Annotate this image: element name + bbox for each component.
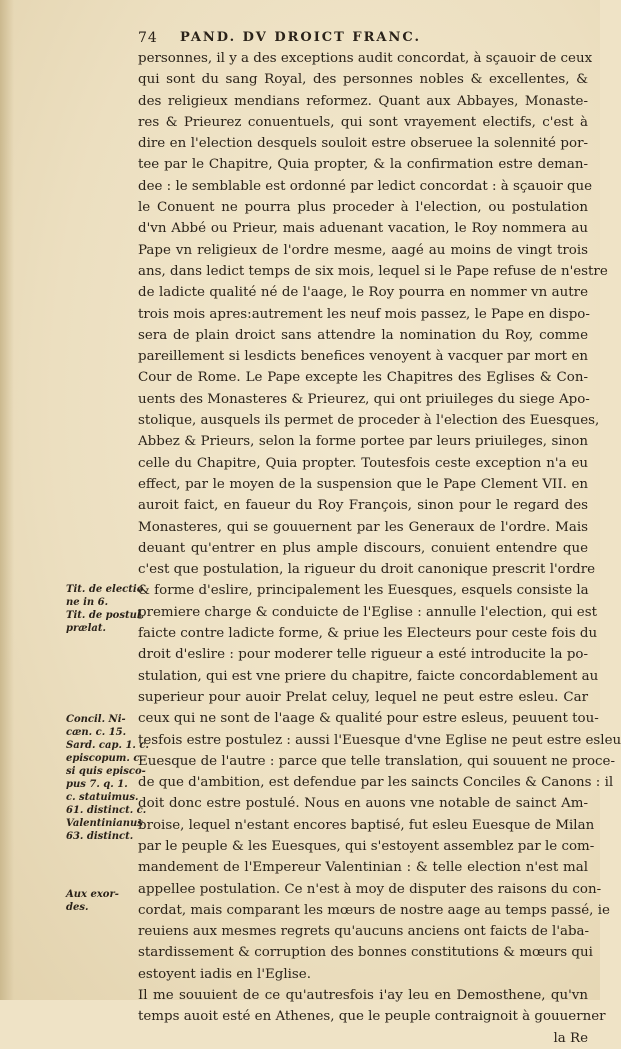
- text-line: le Conuent ne pourra plus proceder à l'election, ou postulation: [138, 200, 588, 216]
- text-line: par le peuple & les Euesques, qui s'estoyent assemblez par le com-: [138, 838, 595, 854]
- text-line: Euesque de l'autre : parce que telle translation, qui souuent ne proce-: [138, 753, 615, 769]
- text-line: c'est que postulation, la rigueur du droit canonique prescrit l'ordre: [138, 562, 596, 578]
- text-line: de ladicte qualité né de l'aage, le Roy pourra en nommer vn autre: [138, 285, 588, 301]
- text-line: Cour de Rome. Le Pape excepte les Chapitres des Eglises & Con-: [138, 370, 588, 386]
- body-text: [138, 48, 621, 1049]
- catchword: la Re: [553, 1030, 588, 1046]
- running-head: PAND. DV DROICT FRANC.: [180, 30, 421, 45]
- text-line: res & Prieurez conuentuels, qui sont vrayement electifs, c'est à: [138, 114, 588, 130]
- text-line: ans, dans ledict temps de six mois, lequel si le Pape refuse de n'estre: [138, 263, 608, 279]
- text-line: effect, par le moyen de la suspension que le Pape Clement VII. en: [138, 476, 588, 492]
- text-line: deuant qu'entrer en plus ample discours, conuient entendre que: [138, 540, 588, 556]
- text-line: faicte contre ladicte forme, & priue les Electeurs pour ceste fois du: [138, 626, 598, 642]
- margin-note-line: si quis episco-: [66, 766, 146, 777]
- text-line: sera de plain droict sans attendre la nomination du Roy, comme: [138, 327, 588, 343]
- text-line: broise, lequel n'estant encores baptisé, fut esleu Euesque de Milan: [138, 817, 595, 833]
- text-line: reuiens aux mesmes regrets qu'aucuns anciens ont faicts de l'aba-: [138, 924, 590, 940]
- text-line: temps auoit esté en Athenes, que le peuple contraignoit à gouuerner: [138, 1009, 606, 1025]
- text-line: mandement de l'Empereur Valentinian : & telle election n'est mal: [138, 860, 588, 876]
- margin-note-line: c. statuimus.: [66, 792, 139, 803]
- margin-note-line: 63. distinct.: [66, 831, 134, 842]
- text-line: auroit faict, en faueur du Roy François, sinon pour le regard des: [138, 498, 588, 514]
- margin-note-line: Sard. cap. 1. c.: [66, 740, 149, 751]
- text-line: stulation, qui est vne priere du chapitre, faicte concordablement au: [138, 668, 599, 684]
- text-line: stolique, ausquels ils permet de proceder à l'election des Euesques,: [138, 413, 600, 429]
- text-line: & forme d'eslire, principalement les Euesques, esquels consiste la: [138, 583, 589, 599]
- text-line: ceux qui ne sont de l'aage & qualité pour estre esleus, peuuent tou-: [138, 711, 599, 727]
- margin-note-councils: [66, 713, 149, 843]
- text-line: Abbez & Prieurs, selon la forme portee par leurs priuileges, sinon: [138, 434, 588, 450]
- text-line: appellee postulation. Ce n'est à moy de disputer des raisons du con-: [138, 881, 602, 897]
- text-line: trois mois apres:autrement les neuf mois passez, le Pape en dispo-: [138, 306, 590, 322]
- page-gutter-shadow: [0, 0, 14, 1000]
- margin-note-line: Aux exor-: [66, 889, 119, 900]
- text-line: celle du Chapitre, Quia propter. Toutesfois ceste exception n'a eu: [138, 455, 588, 471]
- margin-note-line: Tit. de postul.: [66, 610, 145, 621]
- margin-note-exordes: [66, 888, 138, 914]
- text-line: superieur pour auoir Prelat celuy, lequel ne peut estre esleu. Car: [138, 689, 588, 705]
- margin-note-line: Concil. Ni-: [66, 714, 126, 725]
- margin-note-line: ne in 6.: [66, 597, 109, 608]
- text-line: premiere charge & conduicte de l'Eglise : annulle l'election, qui est: [138, 604, 597, 620]
- text-line: de que d'ambition, est defendue par les saincts Conciles & Canons : il: [138, 775, 614, 791]
- text-line: uents des Monasteres & Prieurez, qui ont priuileges du siege Apo-: [138, 391, 590, 407]
- text-line: Pape vn religieux de l'ordre mesme, aagé au moins de vingt trois: [138, 242, 588, 258]
- text-line: cordat, mais comparant les mœurs de nostre aage au temps passé, ie: [138, 902, 610, 918]
- page-number: 74: [138, 30, 158, 46]
- margin-note-line: cæn. c. 15.: [66, 727, 127, 738]
- text-line: des religieux mendians reformez. Quant aux Abbayes, Monaste-: [138, 93, 588, 109]
- text-line: dee : le semblable est ordonné par ledict concordat : à sçauoir que: [138, 178, 593, 194]
- text-line: personnes, il y a des exceptions audit concordat, à sçauoir de ceux: [138, 51, 593, 66]
- text-line: Monasteres, qui se gouuernent par les Generaux de l'ordre. Mais: [138, 519, 588, 535]
- text-line: Il me souuient de ce qu'autresfois i'ay leu en Demosthene, qu'vn: [138, 988, 588, 1004]
- text-line: tee par le Chapitre, Quia propter, & la confirmation estre deman-: [138, 157, 588, 173]
- margin-note-line: Tit. de electio: [66, 584, 144, 595]
- text-line: doit donc estre postulé. Nous en auons vne notable de sainct Am-: [138, 796, 588, 812]
- margin-note-line: 61. distinct. c.: [66, 805, 147, 816]
- text-line: pareillement si lesdicts benefices venoyent à vacquer par mort en: [138, 349, 588, 365]
- margin-note-line: pus 7. q. 1.: [66, 779, 128, 790]
- margin-note-line: Valentinianus: [66, 818, 143, 829]
- text-line: tesfois estre postulez : aussi l'Euesque d'vne Eglise ne peut estre esleu: [138, 732, 621, 748]
- text-line: estoyent iadis en l'Eglise.: [138, 966, 311, 982]
- margin-note-line: des.: [66, 902, 89, 913]
- margin-note-line: prælat.: [66, 623, 106, 634]
- text-line: qui sont du sang Royal, des personnes nobles & excellentes, &: [138, 72, 588, 88]
- text-line: dire en l'election desquels souloit estre obseruee la solennité por-: [138, 136, 588, 152]
- text-line: d'vn Abbé ou Prieur, mais aduenant vacation, le Roy nommera au: [138, 221, 588, 237]
- text-line: droit d'eslire : pour moderer telle rigueur a esté introducite la po-: [138, 647, 588, 663]
- margin-note-canon-law: [66, 583, 145, 635]
- text-line: stardissement & corruption des bonnes constitutions & mœurs qui: [138, 945, 593, 961]
- page-header: [138, 28, 558, 48]
- margin-note-line: episcopum. c.: [66, 753, 143, 764]
